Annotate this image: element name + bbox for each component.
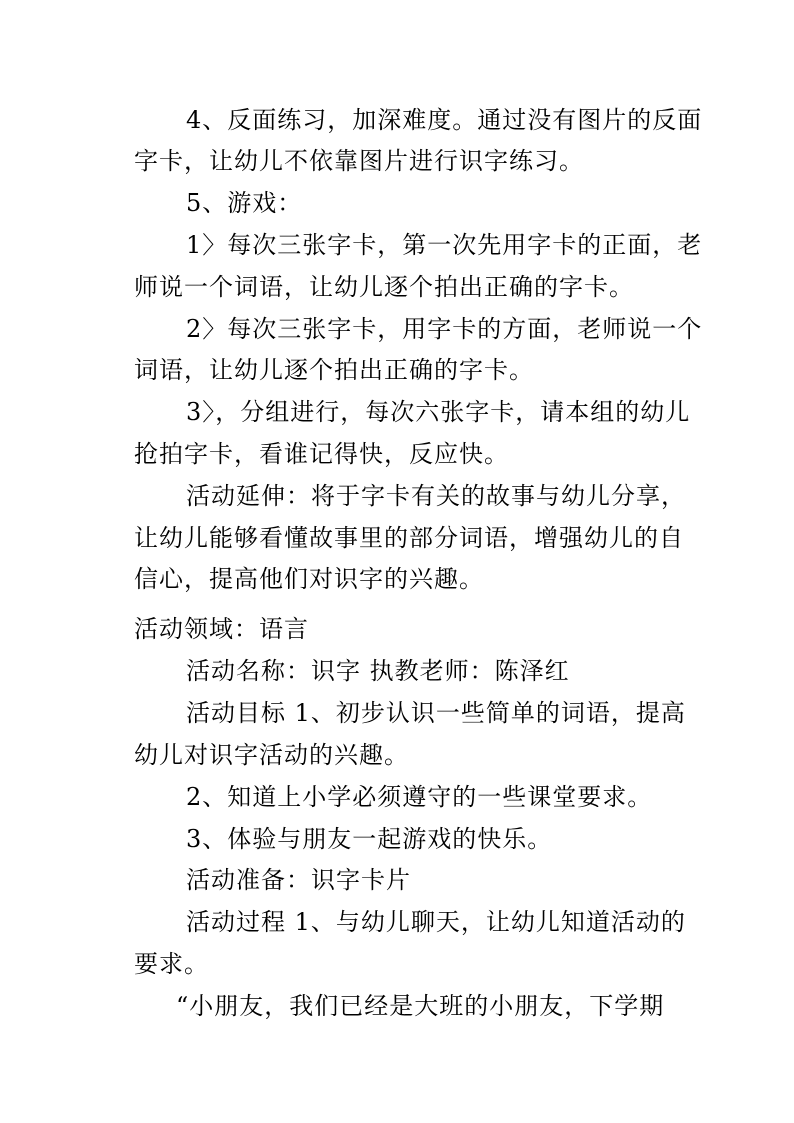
paragraph-line: 抢拍字卡，看谁记得快，反应快。 — [134, 440, 509, 468]
paragraph-line: 要求。 — [134, 950, 209, 978]
paragraph-line: 信心，提高他们对识字的兴趣。 — [134, 565, 484, 593]
paragraph-line: “小朋友，我们已经是大班的小朋友，下学期 — [176, 992, 665, 1020]
paragraph-line: 字卡，让幼儿不依靠图片进行识字练习。 — [134, 147, 584, 175]
paragraph-line: 3、体验与朋友一起游戏的快乐。 — [186, 825, 553, 853]
paragraph-line: 活动目标 1、初步认识一些简单的词语，提高 — [186, 699, 686, 727]
paragraph-line: 活动过程 1、与幼儿聊天，让幼儿知道活动的 — [186, 908, 686, 936]
paragraph-line: 3〉，分组进行，每次六张字卡，请本组的幼儿 — [186, 398, 691, 426]
section-heading: 活动领域：语言 — [134, 615, 309, 643]
paragraph-line: 5、游戏： — [186, 189, 303, 217]
paragraph-line: 2、知道上小学必须遵守的一些课堂要求。 — [186, 783, 653, 811]
paragraph-line: 活动名称：识字 执教老师：陈泽红 — [186, 657, 570, 685]
paragraph-line: 词语，让幼儿逐个拍出正确的字卡。 — [134, 356, 534, 384]
paragraph-line: 活动准备：识字卡片 — [186, 866, 411, 894]
paragraph-line: 活动延伸：将于字卡有关的故事与幼儿分享， — [186, 482, 686, 510]
paragraph-line: 师说一个词语，让幼儿逐个拍出正确的字卡。 — [134, 273, 634, 301]
paragraph-line: 2〉每次三张字卡，用字卡的方面，老师说一个 — [186, 315, 703, 343]
paragraph-line: 4、反面练习，加深难度。通过没有图片的反面 — [186, 106, 703, 134]
paragraph-line: 1〉每次三张字卡，第一次先用字卡的正面，老 — [186, 231, 703, 259]
paragraph-line: 让幼儿能够看懂故事里的部分词语，增强幼儿的自 — [134, 524, 684, 552]
paragraph-line: 幼儿对识字活动的兴趣。 — [134, 741, 409, 769]
